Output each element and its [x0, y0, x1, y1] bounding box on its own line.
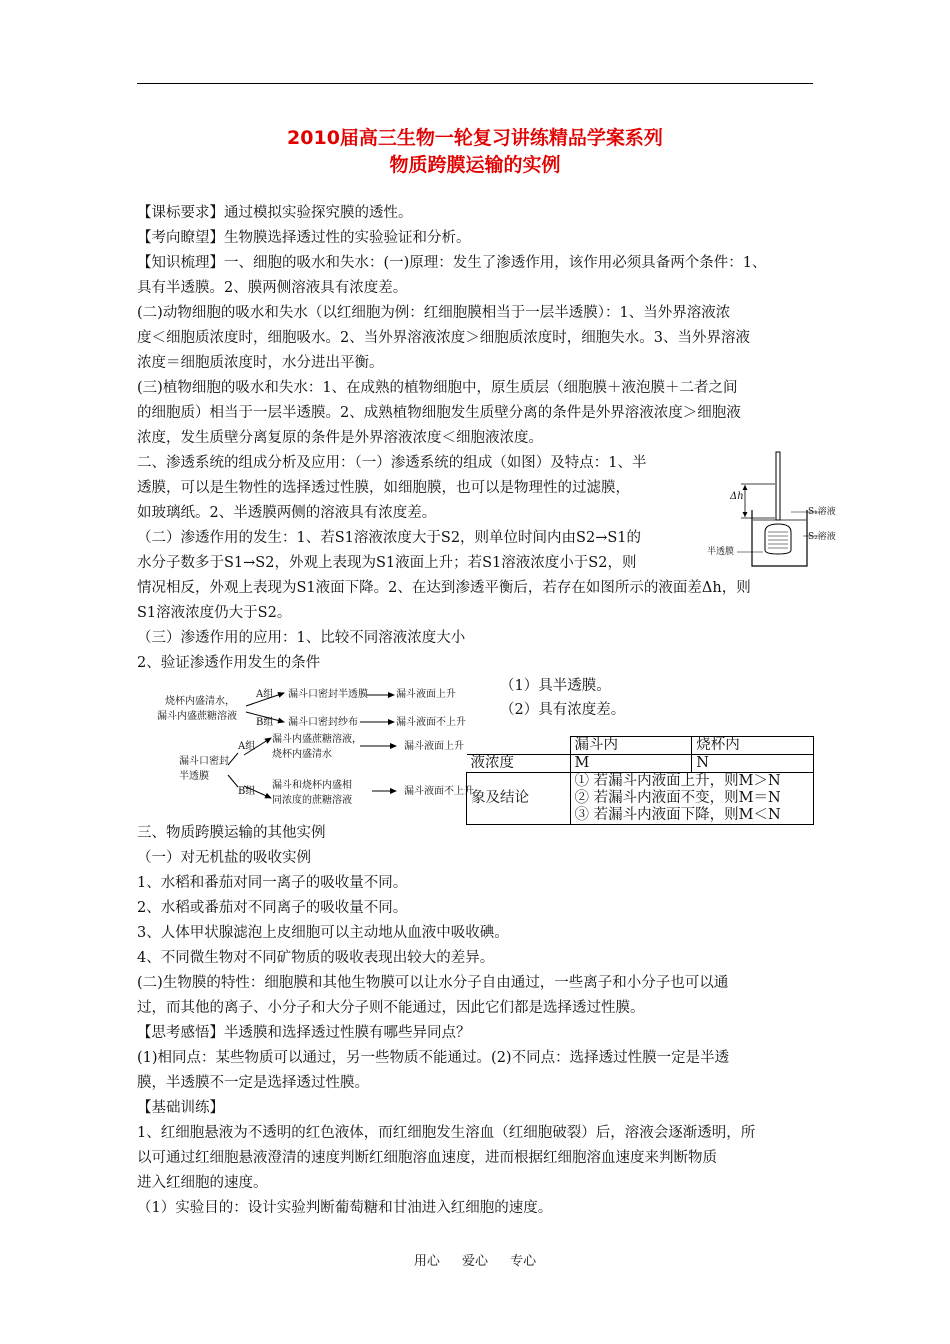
diagram-label: 漏斗内盛蔗糖溶液， — [272, 734, 362, 745]
text-line: 3、人体甲状腺滤泡上皮细胞可以主动地从血液中吸收碘。 — [137, 925, 509, 941]
header-rule — [137, 83, 813, 84]
text-line: （二）渗透作用的发生：1、若S1溶液浓度大于S2，则单位时间内由S2→S1的 — [137, 530, 642, 546]
text-line: 水分子数多于S1→S2，外观上表现为S1液面上升；若S1溶液浓度小于S2，则 — [137, 555, 637, 571]
text-line: (二)动物细胞的吸水和失水（以红细胞为例：红细胞膜相当于一层半透膜）：1、当外界溶液浓 — [137, 305, 731, 321]
text-line: S1溶液浓度仍大于S2。 — [137, 605, 292, 621]
table-cell: N — [692, 755, 814, 773]
text-line: (三)植物细胞的吸水和失水：1、在成熟的植物细胞中，原生质层（细胞膜＋液泡膜＋二者之间 — [137, 380, 738, 396]
table-header: 漏斗内 — [570, 737, 692, 755]
text-line: （1）实验目的：设计实验判断葡萄糖和甘油进入红细胞的速度。 — [137, 1200, 553, 1216]
diagram-label: 漏斗内盛蔗糖溶液 — [157, 711, 237, 722]
group-a-label: A组 — [238, 741, 256, 752]
table-cell: M — [570, 755, 692, 773]
table-cell: ① 若漏斗内液面上升，则M＞N — [570, 773, 814, 791]
text-line: 情况相反，外观上表现为S1液面下降。2、在达到渗透平衡后，若存在如图所示的液面差Δh，则 — [137, 580, 751, 596]
diagram-label: 漏斗口密封 — [179, 756, 229, 767]
diagram-label: 烧杯内盛清水 — [272, 749, 332, 760]
text-line: 以可通过红细胞悬液澄清的速度判断红细胞溶血速度，进而根据红细胞溶血速度来判断物质 — [137, 1150, 717, 1166]
condition-1: （1）具半透膜。 — [500, 678, 611, 694]
result-label: 漏斗液面上升 — [396, 689, 456, 700]
text-line: 的细胞质）相当于一层半透膜。2、成熟植物细胞发生质壁分离的条件是外界溶液浓度＞细胞液 — [137, 405, 741, 421]
delta-h-label: Δh — [730, 491, 744, 502]
diagram-label: 漏斗口密封纱布 — [288, 717, 358, 728]
text-line: 2、验证渗透作用发生的条件 — [137, 655, 321, 671]
text-line: 三、物质跨膜运输的其他实例 — [137, 825, 326, 841]
membrane-label: 半透膜 — [707, 547, 735, 557]
text-line: 【基础训练】 — [137, 1100, 224, 1116]
group-b-label: B组 — [238, 786, 256, 797]
diagram-label: 漏斗口密封半透膜 — [288, 689, 368, 700]
page-footer: 用心 爱心 专心 — [413, 1254, 537, 1269]
doc-title: 2010届高三生物一轮复习讲练精品学案系列 — [287, 127, 663, 149]
text-line: 【思考感悟】半透膜和选择透过性膜有哪些异同点？ — [137, 1025, 471, 1041]
doc-subtitle: 物质跨膜运输的实例 — [389, 154, 561, 176]
text-line: 具有半透膜。2、膜两侧溶液具有浓度差。 — [137, 280, 408, 296]
table-label: 液浓度 — [467, 755, 571, 773]
text-line: 4、不同微生物对不同矿物质的吸收表现出较大的差异。 — [137, 950, 495, 966]
text-line: 过，而其他的离子、小分子和大分子则不能通过，因此它们都是选择透过性膜。 — [137, 1000, 645, 1016]
text-line: 进入红细胞的速度。 — [137, 1175, 268, 1191]
text-line: 二、渗透系统的组成分析及应用：（一）渗透系统的组成（如图）及特点：1、半 — [137, 455, 647, 471]
s2-label: S₂溶液 — [808, 532, 836, 542]
table-cell: ③ 若漏斗内液面下降，则M＜N — [570, 807, 814, 825]
text-line: （一）对无机盐的吸收实例 — [137, 850, 311, 866]
text-line: 度＜细胞质浓度时，细胞吸水。2、当外界溶液浓度＞细胞质浓度时，细胞失水。3、当外界溶液 — [137, 330, 750, 346]
osmosis-table — [466, 736, 814, 825]
diagram-label: 漏斗和烧杯内盛相 — [272, 780, 352, 791]
group-a-label: A组 — [256, 689, 274, 700]
result-label: 漏斗液面不上升 — [404, 786, 474, 797]
text-line: 浓度＝细胞质浓度时，水分进出平衡。 — [137, 355, 384, 371]
text-line: 2、水稻或番茄对不同离子的吸收量不同。 — [137, 900, 408, 916]
text-line: 【课标要求】通过模拟实验探究膜的透性。 — [137, 205, 413, 221]
text-line: 【考向瞭望】生物膜选择透过性的实验验证和分析。 — [137, 230, 471, 246]
text-line: 浓度，发生质壁分离复原的条件是外界溶液浓度＜细胞液浓度。 — [137, 430, 543, 446]
text-line: (二)生物膜的特性：细胞膜和其他生物膜可以让水分子自由通过，一些离子和小分子也可以通 — [137, 975, 729, 991]
diagram-label: 半透膜 — [179, 771, 209, 782]
text-line: 【知识梳理】一、细胞的吸水和失水：(一)原理：发生了渗透作用，该作用必须具备两个条件：1、 — [137, 255, 767, 271]
text-line: 1、红细胞悬液为不透明的红色液体，而红细胞发生溶血（红细胞破裂）后，溶液会逐渐透明，所 — [137, 1125, 756, 1141]
s1-label: S₁溶液 — [808, 507, 836, 517]
table-label: 象及结论 — [467, 773, 571, 825]
text-line: 膜，半透膜不一定是选择透过性膜。 — [137, 1075, 369, 1091]
text-line: （三）渗透作用的应用：1、比较不同溶液浓度大小 — [137, 630, 466, 646]
text-line: (1)相同点：某些物质可以通过，另一些物质不能通过。(2)不同点：选择透过性膜一定是半透 — [137, 1050, 730, 1066]
condition-2: （2）具有浓度差。 — [500, 702, 626, 718]
table-cell: ② 若漏斗内液面不变，则M＝N — [570, 790, 814, 807]
text-line: 透膜，可以是生物性的选择透过性膜，如细胞膜，也可以是物理性的过滤膜， — [137, 480, 630, 496]
result-label: 漏斗液面不上升 — [396, 717, 466, 728]
table-header: 烧杯内 — [692, 737, 814, 755]
diagram-label: 烧杯内盛清水， — [165, 696, 235, 707]
text-line: 如玻璃纸。2、半透膜两侧的溶液具有浓度差。 — [137, 505, 437, 521]
result-label: 漏斗液面上升 — [404, 741, 464, 752]
diagram-label: 同浓度的蔗糖溶液 — [272, 795, 352, 806]
group-b-label: B组 — [256, 717, 274, 728]
text-line: 1、水稻和番茄对同一离子的吸收量不同。 — [137, 875, 408, 891]
